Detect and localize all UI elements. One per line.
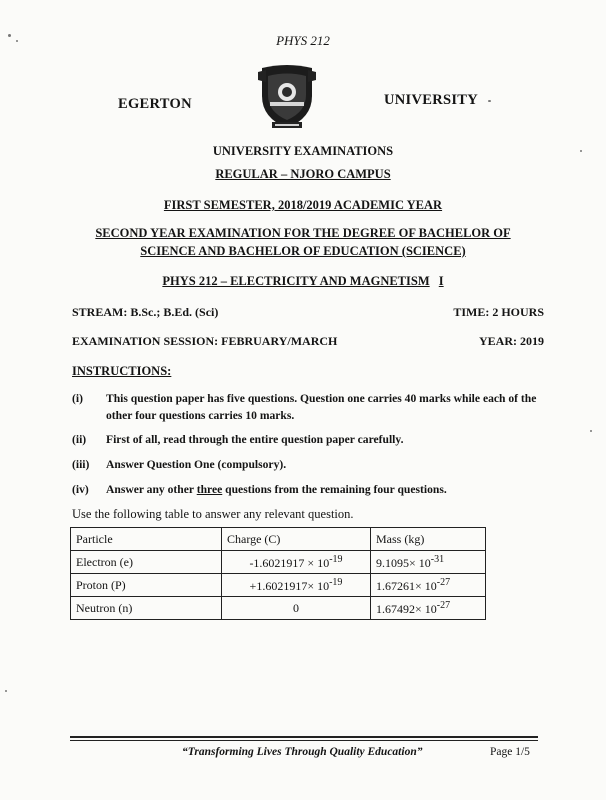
instruction-item bbox=[72, 390, 542, 424]
instruction-number: (ii) bbox=[72, 433, 87, 446]
course-title: PHYS 212 – ELECTRICITY AND MAGNETISM bbox=[162, 274, 430, 288]
table-row bbox=[71, 551, 486, 574]
footer-motto: “Transforming Lives Through Quality Education” bbox=[182, 746, 423, 758]
session-label: EXAMINATION SESSION: FEBRUARY/MARCH bbox=[72, 334, 338, 348]
particle-name: Neutron (n) bbox=[71, 597, 222, 620]
instruction-number: (iii) bbox=[72, 458, 90, 471]
exam-title: UNIVERSITY EXAMINATIONS bbox=[212, 144, 394, 158]
instruction-number: (i) bbox=[72, 392, 83, 405]
charge-exponent: -19 bbox=[329, 553, 343, 565]
degree-title-line1: SECOND YEAR EXAMINATION FOR THE DEGREE OF BACHELOR OF bbox=[95, 226, 511, 240]
instruction-item bbox=[72, 431, 542, 448]
particle-mass bbox=[371, 551, 486, 574]
instruction-text-part: Answer any other bbox=[106, 483, 197, 496]
particle-mass bbox=[371, 597, 486, 620]
particle-name: Proton (P) bbox=[71, 574, 222, 597]
time-label: TIME: 2 HOURS bbox=[453, 305, 544, 319]
particle-charge bbox=[222, 597, 371, 620]
mass-mantissa: 9.1095× 10 bbox=[376, 555, 431, 570]
instruction-item bbox=[72, 481, 542, 498]
course-numeral: I bbox=[438, 274, 444, 288]
stream-time-row bbox=[72, 305, 544, 320]
university-name-right: UNIVERSITY bbox=[384, 92, 479, 108]
charge-mantissa: 0 bbox=[293, 600, 299, 615]
particle-table bbox=[70, 527, 486, 620]
mass-mantissa: 1.67261× 10 bbox=[376, 578, 437, 593]
instruction-text-part: questions from the remaining four questions. bbox=[222, 483, 447, 496]
mass-exponent: -27 bbox=[436, 599, 451, 611]
instructions-heading: INSTRUCTIONS: bbox=[72, 364, 172, 378]
instruction-text: This question paper has five questions. Question one carries 40 marks while each of the other four questions carries 10 marks. bbox=[106, 392, 537, 422]
table-header-cell: Mass (kg) bbox=[371, 528, 486, 551]
charge-mantissa: -1.6021917 × 10 bbox=[249, 555, 330, 570]
footer-divider bbox=[70, 736, 538, 741]
year-label: YEAR: 2019 bbox=[479, 334, 544, 348]
course-code-header: PHYS 212 bbox=[276, 33, 330, 48]
instruction-text bbox=[106, 481, 542, 498]
stream-label: STREAM: B.Sc.; B.Ed. (Sci) bbox=[72, 305, 219, 319]
mass-exponent: -27 bbox=[436, 576, 451, 588]
instruction-number: (iv) bbox=[72, 483, 89, 496]
mass-mantissa: 1.67492× 10 bbox=[376, 601, 437, 616]
table-row bbox=[71, 597, 486, 620]
university-crest-logo bbox=[256, 62, 318, 130]
charge-exponent: -19 bbox=[329, 576, 343, 588]
page-number: Page 1/5 bbox=[490, 746, 530, 758]
campus-title: REGULAR – NJORO CAMPUS bbox=[215, 167, 391, 181]
mass-exponent: -31 bbox=[430, 553, 445, 565]
instruction-text: First of all, read through the entire question paper carefully. bbox=[106, 433, 404, 446]
instruction-text: Answer Question One (compulsory). bbox=[106, 458, 287, 471]
degree-title-line2: SCIENCE AND BACHELOR OF EDUCATION (SCIENCE) bbox=[140, 244, 466, 258]
particle-name: Electron (e) bbox=[71, 551, 222, 574]
instruction-item bbox=[72, 456, 542, 473]
session-year-row bbox=[72, 334, 544, 349]
table-instruction: Use the following table to answer any relevant question. bbox=[72, 507, 354, 521]
particle-mass bbox=[371, 574, 486, 597]
particle-charge bbox=[222, 574, 371, 597]
table-header-cell: Charge (C) bbox=[222, 528, 371, 551]
table-row bbox=[71, 574, 486, 597]
semester-title: FIRST SEMESTER, 2018/2019 ACADEMIC YEAR bbox=[163, 198, 443, 212]
charge-mantissa: +1.6021917× 10 bbox=[249, 578, 330, 593]
instruction-emphasis: three bbox=[196, 483, 223, 496]
table-header-cell: Particle bbox=[71, 528, 222, 551]
university-name-left: EGERTON bbox=[118, 96, 192, 112]
particle-charge bbox=[222, 551, 371, 574]
table-header-row bbox=[71, 528, 486, 551]
